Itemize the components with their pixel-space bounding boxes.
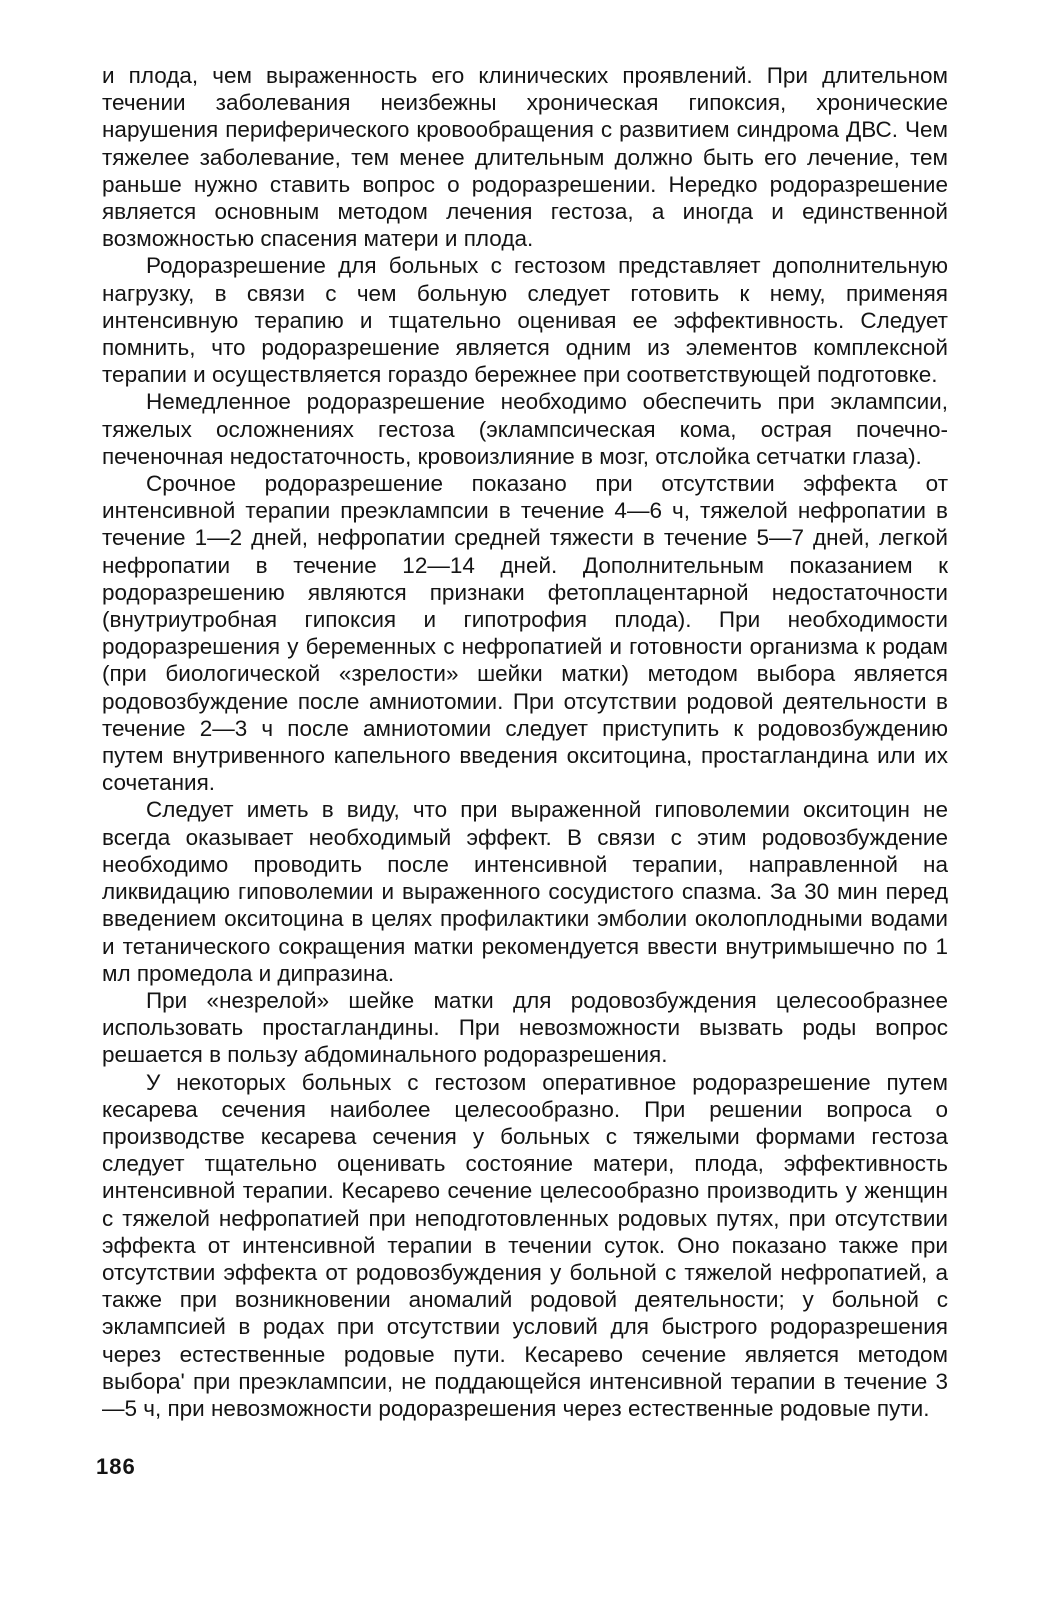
paragraph-5: Следует иметь в виду, что при выраженной гиповолемии окситоцин не всегда оказывает необходимый эффект. В связи с этим родовозбуждение необходимо проводить после интенсивной терапии, направленной на ликвидацию гиповолемии и выраженного сосудистого спазма. За 30 мин перед введением окситоцина в целях профилактики эмболии околоплодными водами и тетанического сокращения матки рекомендуется ввести внутримышечно по 1 мл промедола и дипразина.	[102, 797, 948, 986]
paragraph-2: Родоразрешение для больных с гестозом представляет дополнительную нагрузку, в связи с чем больную следует готовить к нему, применяя интенсивную терапию и тщательно оценивая ее эффективность. Следует помнить, что родоразрешение является одним из элементов комплексной терапии и осуществляется гораздо бережнее при соответствующей подготовке.	[102, 253, 948, 388]
paragraph-4: Срочное родоразрешение показано при отсутствии эффекта от интенсивной терапии преэклампсии в течение 4—6 ч, тяжелой нефропатии в течение 1—2 дней, нефропатии средней тяжести в течение 5—7 дней, легкой нефропатии в течение 12—14 дней. Дополнительным показанием к родоразрешению являются признаки фетоплацентарной недостаточности (внутриутробная гипоксия и гипотрофия плода). При необходимости родоразрешения у беременных с нефропатией и готовности организма к родам (при биологической «зрелости» шейки матки) методом выбора является родовозбуждение после амниотомии. При отсутствии родовой деятельности в течение 2—3 ч после амниотомии следует приступить к родовозбуждению путем внутривенного капельного введения окситоцина, простагландина или их сочетания.	[102, 471, 948, 796]
page-body	[102, 62, 948, 1422]
paragraph-7: У некоторых больных с гестозом оперативное родоразрешение путем кесарева сечения наиболее целесообразно. При решении вопроса о производстве кесарева сечения у больных с тяжелыми формами гестоза следует тщательно оценивать состояние матери, плода, эффективность интенсивной терапии. Кесарево сечение целесообразно производить у женщин с тяжелой нефропатией при неподготовленных родовых путях, при отсутствии эффекта от интенсивной терапии в течении суток. Оно показано также при отсутствии эффекта от родовозбуждения у больной с тяжелой нефропатией, а также при возникновении аномалий родовой деятельности; у больной с эклампсией в родах при отсутствии условий для быстрого родоразрешения через естественные родовые пути. Кесарево сечение является методом выбора' при преэклампсии, не поддающейся интенсивной терапии в течение 3—5 ч, при невозможности родоразрешения через естественные родовые пути.	[102, 1069, 948, 1421]
paragraph-3: Немедленное родоразрешение необходимо обеспечить при эклампсии, тяжелых осложнениях гестоза (эклампсическая кома, острая почечно-печеночная недостаточность, кровоизлияние в мозг, отслойка сетчатки глаза).	[102, 389, 948, 469]
paragraph-6: При «незрелой» шейке матки для родовозбуждения целесообразнее использовать простагландины. При невозможности вызвать роды вопрос решается в пользу абдоминального родоразрешения.	[102, 987, 948, 1068]
page-number: 186	[96, 1454, 136, 1479]
paragraph-1: и плода, чем выраженность его клинических проявлений. При длительном течении заболевания неизбежны хроническая гипоксия, хронические нарушения периферического кровообращения с развитием синдрома ДВС. Чем тяжелее заболевание, тем менее длительным должно быть его лечение, тем раньше нужно ставить вопрос о родоразрешении. Нередко родоразрешение является основным методом лечения гестоза, а иногда и единственной возможностью спасения матери и плода.	[102, 63, 948, 252]
